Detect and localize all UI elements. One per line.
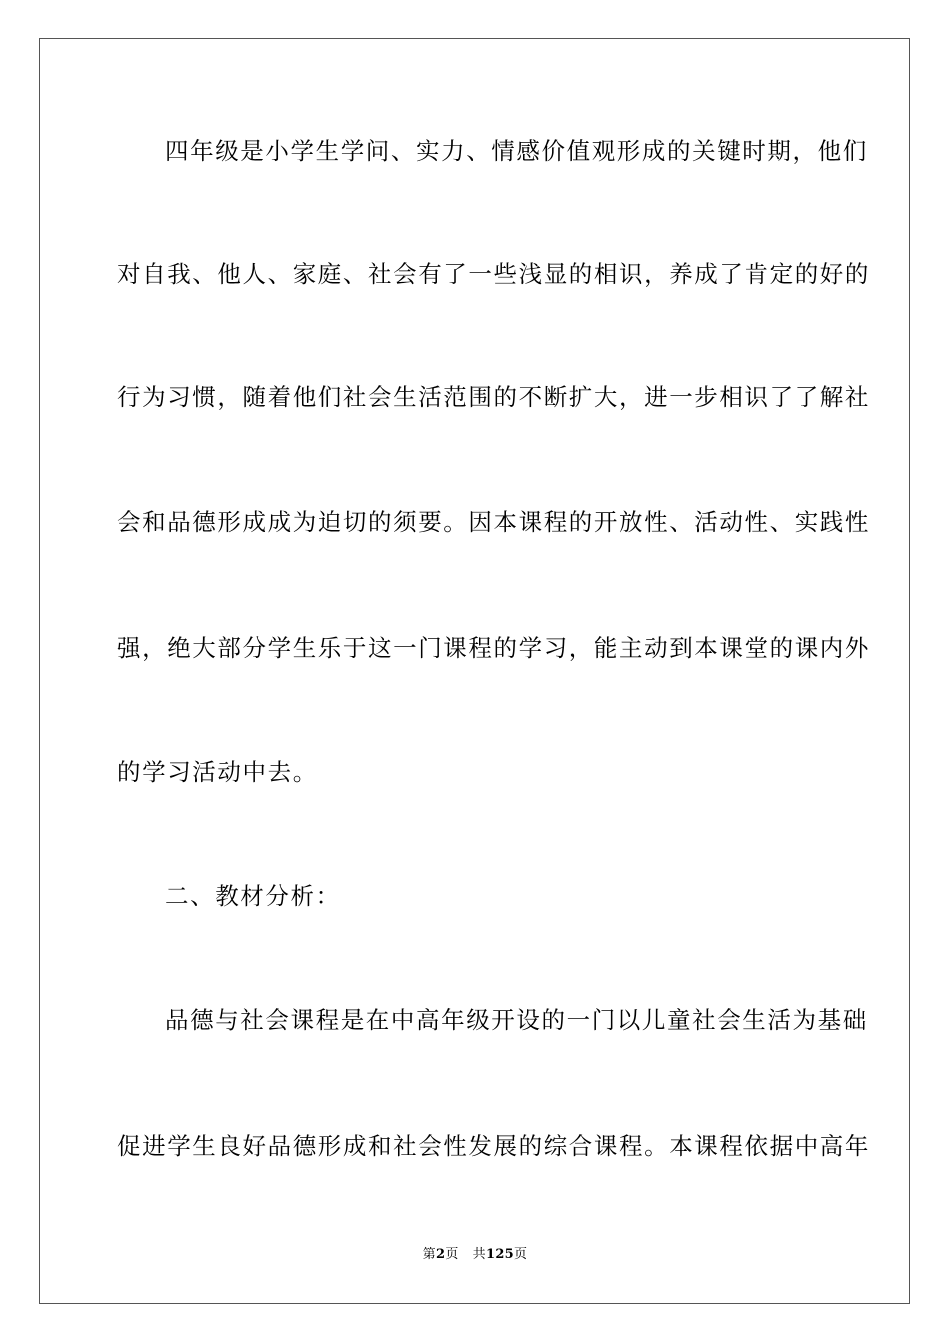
paragraph-line-7: 品德与社会课程是在中高年级开设的一门以儿童社会生活为基础 <box>165 1006 868 1034</box>
footer-page-prefix: 第 <box>422 1247 436 1262</box>
footer-total-prefix: 共 <box>472 1247 486 1262</box>
paragraph-line-5: 强，绝大部分学生乐于这一门课程的学习，能主动到本课堂的课内外 <box>117 634 870 662</box>
footer-total-suffix: 页 <box>514 1247 528 1262</box>
paragraph-line-8: 促进学生良好品德形成和社会性发展的综合课程。本课程依据中高年 <box>117 1132 870 1160</box>
paragraph-line-6: 的学习活动中去。 <box>117 758 318 786</box>
paragraph-line-4: 会和品德形成成为迫切的须要。因本课程的开放性、活动性、实践性 <box>117 508 870 536</box>
paragraph-line-3: 行为习惯，随着他们社会生活范围的不断扩大，进一步相识了了解社 <box>117 383 870 411</box>
page-frame <box>39 38 910 1304</box>
page-footer <box>0 1246 950 1264</box>
footer-page-number: 2 <box>435 1247 446 1262</box>
section-heading: 二、教材分析： <box>165 882 341 910</box>
paragraph-line-1: 四年级是小学生学问、实力、情感价值观形成的关键时期，他们 <box>165 137 868 165</box>
footer-total-pages: 125 <box>485 1247 515 1262</box>
footer-page-suffix: 页 <box>445 1247 459 1262</box>
paragraph-line-2: 对自我、他人、家庭、社会有了一些浅显的相识，养成了肯定的好的 <box>117 260 870 288</box>
